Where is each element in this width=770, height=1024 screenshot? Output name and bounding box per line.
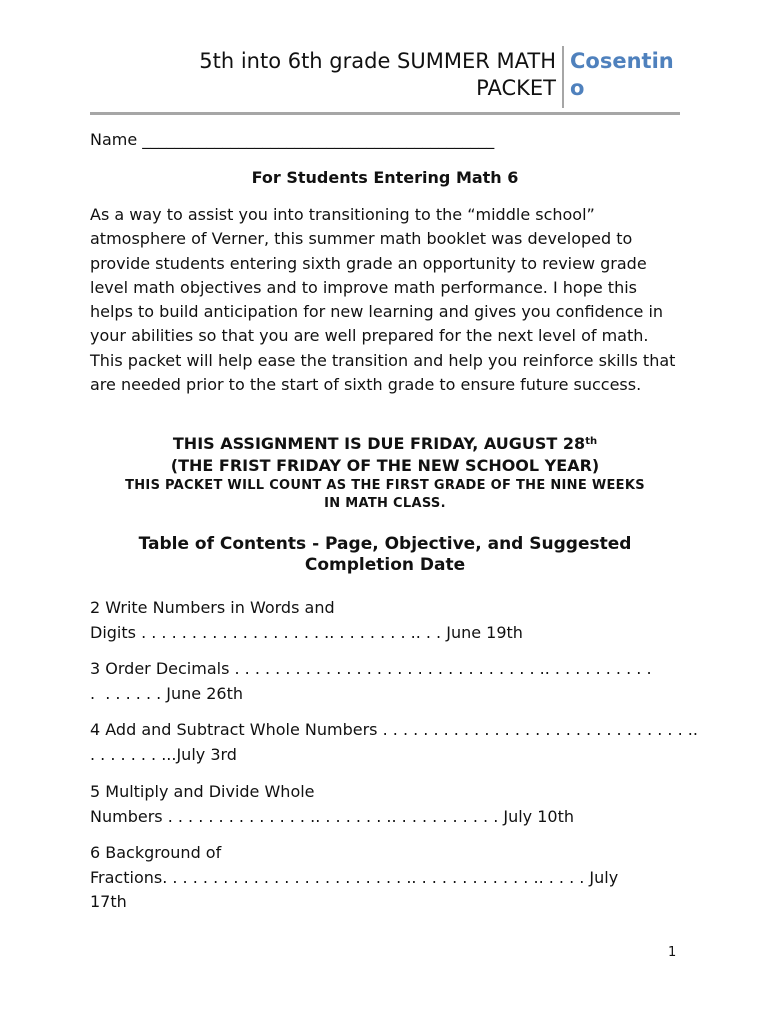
toc-item-line: 3 Order Decimals . . . . . . . . . . . . . . . . . . . . . . . . . . . . . . .. . . . . . . . . . . xyxy=(90,659,652,678)
toc-item xyxy=(90,596,680,645)
intro-paragraph: As a way to assist you into transitioning to the “middle school” atmosphere of Verner, this summer math booklet was developed to provide students entering sixth grade an opportunity to review grade level math objectives and to improve math performance. I hope this helps to build anticipation for new learning and gives you confidence in your abilities so that you are well prepared for the next level of math. This packet will help ease the transition and help you reinforce skills that are needed prior to the start of sixth grade to ensure future success. xyxy=(90,205,676,395)
toc-item-line: Numbers . . . . . . . . . . . . . . .. . . . . . . .. . . . . . . . . . . July 10th xyxy=(90,806,574,826)
toc-title-line1: Table of Contents - Page, Objective, and Suggested xyxy=(138,534,632,554)
toc-item xyxy=(90,657,680,706)
section-heading: For Students Entering Math 6 xyxy=(251,168,519,187)
grade-note-line1: THIS PACKET WILL COUNT AS THE FIRST GRADE OF THE NINE WEEKS xyxy=(125,478,645,493)
due-date-text: THIS ASSIGNMENT IS DUE FRIDAY, AUGUST 28 xyxy=(172,434,586,453)
page-header xyxy=(90,46,680,115)
grade-note-line2: IN MATH CLASS. xyxy=(324,496,446,511)
toc-item xyxy=(90,841,680,915)
toc-item xyxy=(90,718,698,767)
toc-item-line: 5 Multiply and Divide Whole xyxy=(90,782,315,801)
toc-title-line2: Completion Date xyxy=(304,555,466,575)
due-date-superscript: th xyxy=(585,436,598,447)
header-title-line1: 5th into 6th grade SUMMER MATH xyxy=(199,49,556,73)
toc-item-line: Fractions. . . . . . . . . . . . . . . . . . . . . . . . .. . . . . . . . . . . . .. . . . . July xyxy=(90,867,619,887)
name-line: Name ____________________________________________ xyxy=(90,130,495,149)
toc-item-line: 4 Add and Subtract Whole Numbers . . . . . . . . . . . . . . . . . . . . . . . . . . . . . . .. xyxy=(90,720,698,739)
header-title xyxy=(136,48,556,102)
header-divider xyxy=(562,46,564,108)
due-date-line xyxy=(90,433,680,455)
grade-note xyxy=(90,477,680,513)
toc-item xyxy=(90,780,680,829)
toc-item-line: . . . . . . . ...July 3rd xyxy=(90,744,237,764)
page-number: 1 xyxy=(668,945,677,960)
toc-title xyxy=(110,534,660,576)
toc-item-line: 6 Background of xyxy=(90,843,222,862)
header-title-line2: PACKET xyxy=(476,76,556,100)
toc-item-line: 17th xyxy=(90,892,127,911)
toc-item-line: 2 Write Numbers in Words and xyxy=(90,598,335,617)
header-author: Cosentino xyxy=(570,49,674,100)
due-date-subline: (THE FRIST FRIDAY OF THE NEW SCHOOL YEAR) xyxy=(170,456,600,475)
toc-item-line: Digits . . . . . . . . . . . . . . . . . . .. . . . . . . . .. . . June 19th xyxy=(90,622,523,642)
toc-item-line: . . . . . . . June 26th xyxy=(90,683,243,703)
